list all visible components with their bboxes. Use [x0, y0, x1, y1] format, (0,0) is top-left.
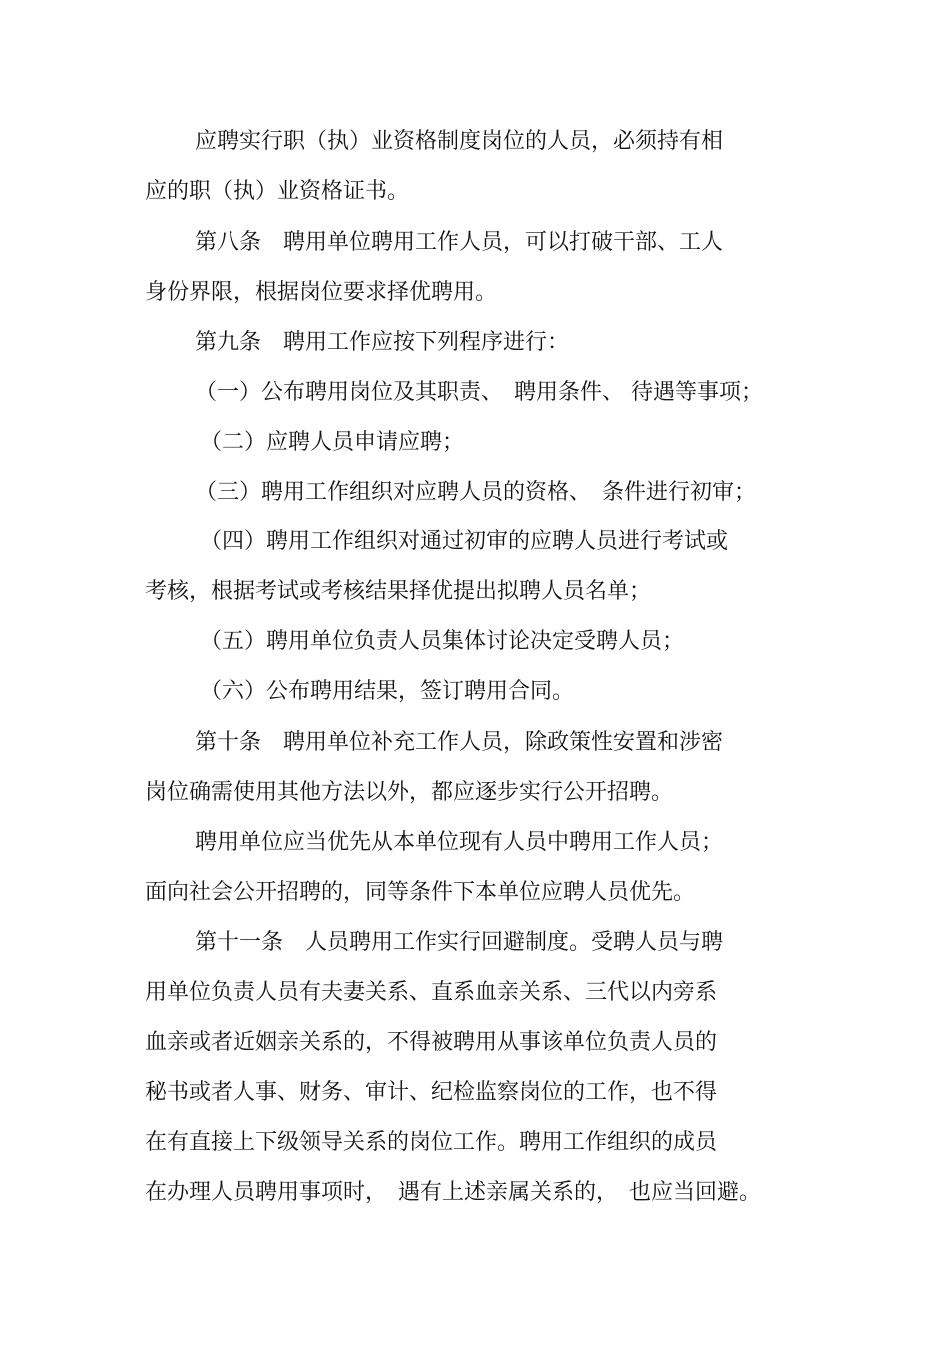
- paragraph-line: 面向社会公开招聘的，同等条件下本单位应聘人员优先。: [145, 880, 696, 905]
- paragraph-line: 身份界限，根据岗位要求择优聘用。: [145, 280, 498, 305]
- list-item-2: （二）应聘人员申请应聘；: [200, 430, 465, 455]
- list-item-1: （一）公布聘用岗位及其职责、 聘用条件、 待遇等事项；: [195, 380, 763, 405]
- article-10-heading-line: 第十条 聘用单位补充工作人员，除政策性安置和涉密: [195, 730, 724, 755]
- paragraph-line: 用单位负责人员有夫妻关系、直系血亲关系、三代以内旁系: [145, 980, 718, 1005]
- paragraph-line: 在有直接上下级领导关系的岗位工作。聘用工作组织的成员: [145, 1130, 718, 1155]
- paragraph-line: 聘用单位应当优先从本单位现有人员中聘用工作人员；: [195, 830, 724, 855]
- article-11-heading-line: 第十一条 人员聘用工作实行回避制度。受聘人员与聘: [195, 930, 724, 955]
- list-item-3: （三）聘用工作组织对应聘人员的资格、 条件进行初审；: [195, 480, 757, 505]
- article-9-heading-line: 第九条 聘用工作应按下列程序进行：: [195, 330, 570, 355]
- paragraph-line: 岗位确需使用其他方法以外，都应逐步实行公开招聘。: [145, 780, 674, 805]
- article-8-heading-line: 第八条 聘用单位聘用工作人员，可以打破干部、工人: [195, 230, 724, 255]
- list-item-6: （六）公布聘用结果，签订聘用合同。: [200, 679, 575, 704]
- paragraph-line: 在办理人员聘用事项时， 遇有上述亲属关系的， 也应当回避。: [145, 1180, 762, 1205]
- list-item-4-continuation: 考核，根据考试或考核结果择优提出拟聘人员名单；: [145, 579, 652, 604]
- list-item-5: （五）聘用单位负责人员集体讨论决定受聘人员；: [200, 629, 685, 654]
- paragraph-line: 应聘实行职（执）业资格制度岗位的人员，必须持有相: [195, 129, 724, 154]
- paragraph-line: 应的职（执）业资格证书。: [145, 179, 410, 204]
- list-item-4: （四）聘用工作组织对通过初审的应聘人员进行考试或: [200, 529, 729, 554]
- paragraph-line: 血亲或者近姻亲关系的，不得被聘用从事该单位负责人员的: [145, 1030, 718, 1055]
- paragraph-line: 秘书或者人事、财务、审计、纪检监察岗位的工作，也不得: [145, 1080, 718, 1105]
